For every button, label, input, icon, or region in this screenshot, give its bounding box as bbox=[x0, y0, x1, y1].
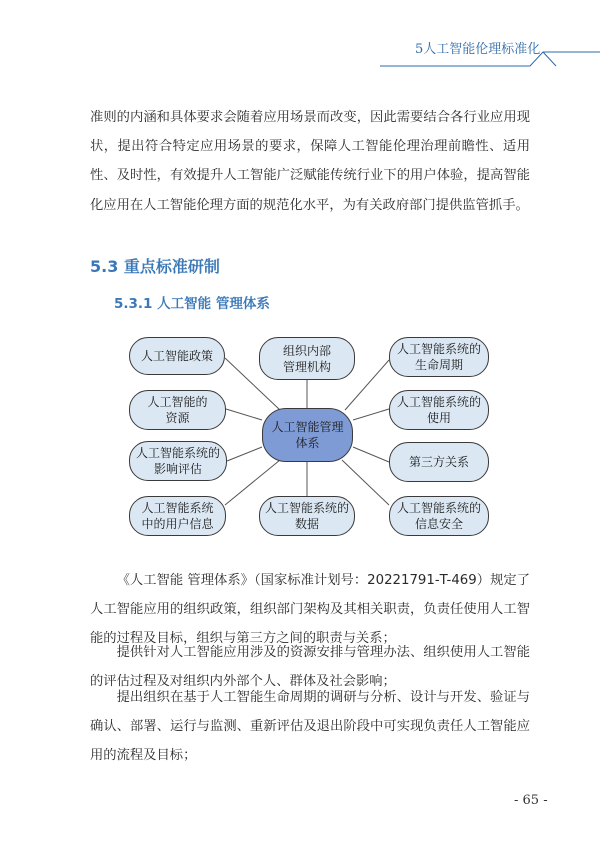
body-paragraph-2: 提供针对人工智能应用涉及的资源安排与管理办法、组织使用人工智能的评估过程及对组织内外部个人、群体及社会影响； bbox=[90, 645, 530, 690]
node-ai-resources: 人工智能的 资源 bbox=[129, 390, 226, 430]
node-system-lifecycle: 人工智能系统的 生命周期 bbox=[389, 337, 489, 377]
node-center-management-system: 人工智能管理 体系 bbox=[262, 408, 353, 462]
body-paragraph-1: 《人工智能 管理体系》（国家标准计划号：20221791-T-469）规定了人工智能应用的组织政策，组织部门架构及其相关职责，负责任使用人工智能的过程及目标，组织与第三方之间的职责与关系； bbox=[90, 573, 530, 647]
body-paragraph-3: 提出组织在基于人工智能生命周期的调研与分析、设计与开发、验证与确认、部署、运行与监测、重新评估及退出阶段中可实现负责任人工智能应用的流程及目标； bbox=[90, 690, 530, 764]
node-user-info: 人工智能系统 中的用户信息 bbox=[129, 496, 226, 536]
node-org-management: 组织内部 管理机构 bbox=[259, 337, 355, 380]
node-system-usage: 人工智能系统的 使用 bbox=[389, 390, 489, 430]
node-ai-policy: 人工智能政策 bbox=[129, 337, 225, 375]
subsection-title: 5.3.1 人工智能 管理体系 bbox=[114, 296, 270, 312]
node-third-party: 第三方关系 bbox=[389, 442, 489, 482]
page-number: - 65 - bbox=[514, 793, 548, 808]
node-impact-assessment: 人工智能系统的 影响评估 bbox=[129, 441, 227, 481]
intro-paragraph: 准则的内涵和具体要求会随着应用场景而改变，因此需要结合各行业应用现状，提出符合特定应用场景的要求，保障人工智能伦理治理前瞻性、适用性、及时性，有效提升人工智能广泛赋能传统行业下的用户体验，提高智能化应用在人工智能伦理方面的规范化水平，为有关政府部门提供监管抓手。 bbox=[90, 110, 530, 213]
section-title: 5.3 重点标准研制 bbox=[90, 257, 220, 276]
node-info-security: 人工智能系统的 信息安全 bbox=[389, 496, 489, 536]
node-system-data: 人工智能系统的 数据 bbox=[259, 496, 355, 536]
running-header: 5人工智能伦理标准化 bbox=[415, 42, 541, 57]
